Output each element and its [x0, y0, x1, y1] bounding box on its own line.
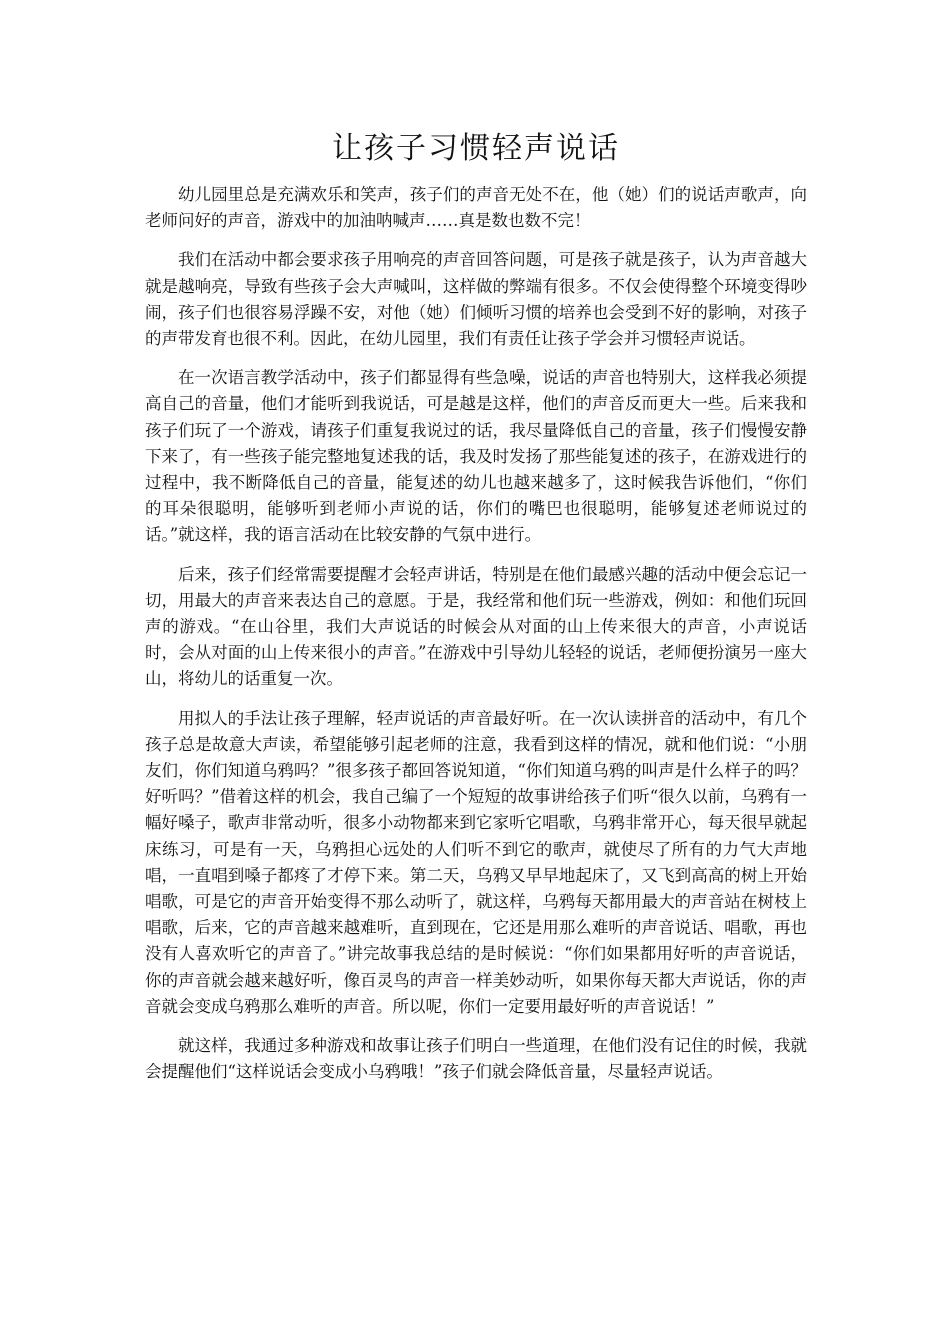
paragraph-3: 在一次语言教学活动中，孩子们都显得有些急噪，说话的声音也特别大，这样我必须提高自己的音量，他们才能听到我说话，可是越是这样，他们的声音反而更大一些。后来我和孩子们玩了一个游戏，请孩子们重复我说过的话，我尽量降低自己的音量，孩子们慢慢安静下来了，有一些孩子能完整地复述我的话，我及时发扬了那些能复述的孩子，在游戏进行的过程中，我不断降低自己的音量，能复述的幼儿也越来越多了，这时候我告诉他们，“你们的耳朵很聪明，能够听到老师小声说的话，你们的嘴巴也很聪明，能够复述老师说过的话。”就这样，我的语言活动在比较安静的气氛中进行。 [145, 368, 807, 545]
paragraph-6: 就这样，我通过多种游戏和故事让孩子们明白一些道理，在他们没有记住的时候，我就会提醒他们“这样说话会变成小乌鸦哦！”孩子们就会降低音量，尽量轻声说话。 [145, 1036, 807, 1082]
paragraph-5: 用拟人的手法让孩子理解，轻声说话的声音最好听。在一次认读拼音的活动中，有几个孩子总是故意大声读，希望能够引起老师的注意，我看到这样的情况，就和他们说：“小朋友们，你们知道乌鸦吗？”很多孩子都回答说知道，“你们知道乌鸦的叫声是什么样子的吗？好听吗？”借着这样的机会，我自己编了一个短短的故事讲给孩子们听“很久以前，乌鸦有一幅好嗓子，歌声非常动听，很多小动物都来到它家听它唱歌，乌鸦非常开心，每天很早就起床练习，可是有一天，乌鸦担心远处的人们听不到它的歌声，就使尽了所有的力气大声地唱，一直唱到嗓子都疼了才停下来。第二天，乌鸦又早早地起床了，又飞到高高的树上开始唱歌，可是它的声音开始变得不那么动听了，就这样，乌鸦每天都用最大的声音站在树枝上唱歌，后来，它的声音越来越难听，直到现在，它还是用那么难听的声音说话、唱歌，再也没有人喜欢听它的声音了。”讲完故事我总结的是时候说：“你们如果都用好听的声音说话，你的声音就会越来越好听，像百灵鸟的声音一样美妙动听，如果你每天都大声说话，你的声音就会变成乌鸦那么难听的声音。所以呢，你们一定要用最好听的声音说话！” [145, 708, 807, 1016]
document-title: 让孩子习惯轻声说话 [332, 131, 620, 166]
paragraph-1: 幼儿园里总是充满欢乐和笑声，孩子们的声音无处不在，他（她）们的说话声歌声，向老师问好的声音，游戏中的加油呐喊声……真是数也数不完！ [145, 185, 807, 231]
paragraph-2: 我们在活动中都会要求孩子用响亮的声音回答问题，可是孩子就是孩子，认为声音越大就是越响亮，导致有些孩子会大声喊叫，这样做的弊端有很多。不仅会使得整个环境变得吵闹，孩子们也很容易浮躁不安，对他（她）们倾听习惯的培养也会受到不好的影响，对孩子的声带发育也很不利。因此，在幼儿园里，我们有责任让孩子学会并习惯轻声说话。 [145, 250, 807, 349]
paragraph-4: 后来，孩子们经常需要提醒才会轻声讲话，特别是在他们最感兴趣的活动中便会忘记一切，用最大的声音来表达自己的意愿。于是，我经常和他们玩一些游戏，例如：和他们玩回声的游戏。“在山谷里，我们大声说话的时候会从对面的山上传来很大的声音，小声说话时，会从对面的山上传来很小的声音。”在游戏中引导幼儿轻轻的说话，老师便扮演另一座大山，将幼儿的话重复一次。 [145, 564, 807, 689]
document-page [145, 128, 807, 1099]
